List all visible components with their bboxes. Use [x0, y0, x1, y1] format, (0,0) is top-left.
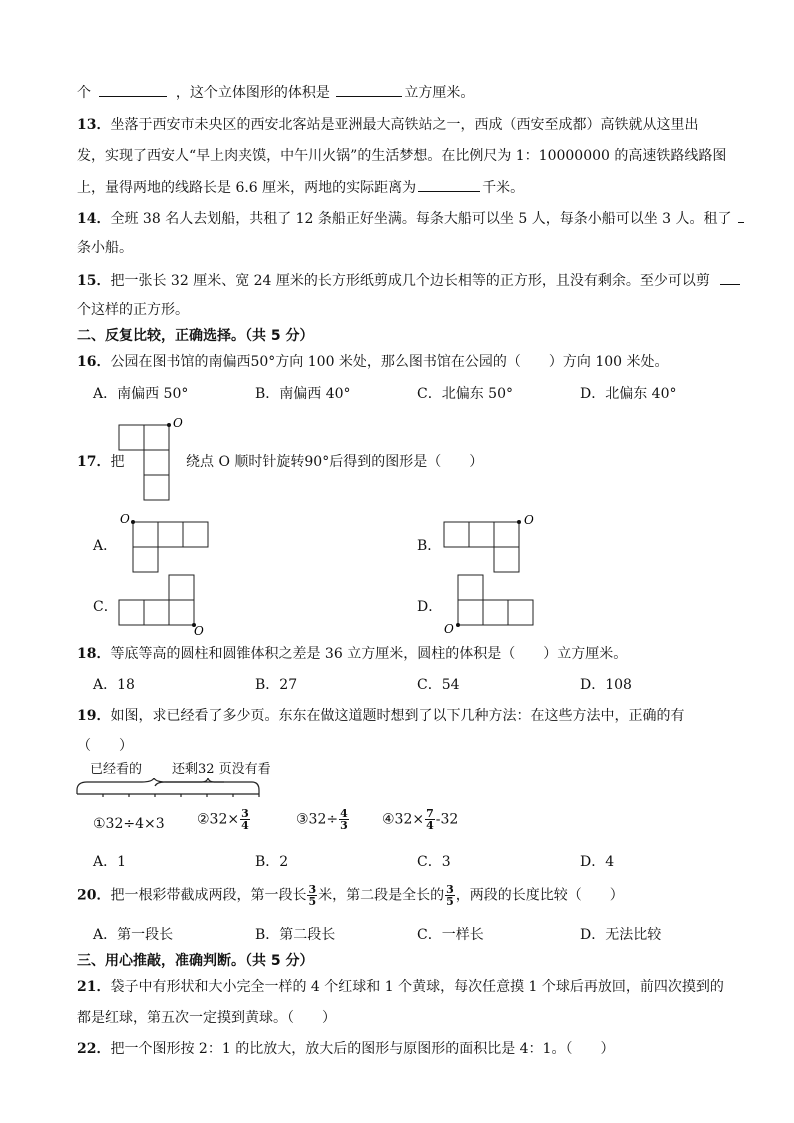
- svg-text:O: O: [444, 622, 454, 636]
- q14-line1: 14．全班 38 名人去划船，共租了 12 条船正好坐满。每条大船可以坐 5 人，每条小船可以坐 3 人。租了: [77, 208, 744, 228]
- answer-blank[interactable]: [336, 82, 402, 97]
- q19-method-3[interactable]: ③32÷ $\frac{4}{3}$: [296, 807, 348, 832]
- q17-stem-post: 绕点 O 顺时针旋转90°后得到的图形是（ ）: [186, 454, 484, 470]
- q20-stem: 20．把一根彩带截成两段，第一段长 $\frac{3}{5}$ 米，第二段是全长的 $\frac{3}{5}$ ，两段的长度比较（ ）: [77, 883, 624, 908]
- q19-label-left: 还剩32 页没有看: [172, 762, 271, 777]
- q17-option-d[interactable]: D．: [417, 599, 443, 615]
- section-heading: 三、用心推敲，准确判断。（共 5 分）: [77, 953, 314, 969]
- q19-stem: 19．如图，求已经看了多少页。东东在做这道题时想到了以下几种方法：在这些方法中，正确的有: [77, 708, 685, 724]
- q18-option-b[interactable]: B．27: [255, 677, 298, 693]
- answer-blank[interactable]: [418, 177, 480, 192]
- answer-blank[interactable]: [720, 270, 740, 285]
- svg-text:O: O: [194, 624, 204, 638]
- q18-option-c[interactable]: C．54: [417, 677, 460, 693]
- q19-option-b[interactable]: B．2: [255, 854, 289, 870]
- q19-segment-diagram: [74, 778, 266, 802]
- q19-method-1[interactable]: ①32÷4×3: [93, 816, 165, 832]
- q16-option-a[interactable]: A．南偏西 50°: [93, 386, 189, 402]
- q20-option-a[interactable]: A．第一段长: [93, 927, 174, 943]
- section-heading: 二、反复比较，正确选择。（共 5 分）: [77, 328, 314, 344]
- q19-method-4[interactable]: ④32× $\frac{7}{4}$ -32: [382, 807, 459, 832]
- q16-option-d[interactable]: D．北偏东 40°: [580, 386, 677, 402]
- q19-option-d[interactable]: D．4: [580, 854, 615, 870]
- q13-line1: 13．坐落于西安市未央区的西安北客站是亚洲最大高铁站之一，西成（西安至成都）高铁就从这里出: [77, 117, 699, 133]
- q21-line1: 21．袋子中有形状和大小完全一样的 4 个红球和 1 个黄球，每次任意摸 1 个球后再放回，前四次摸到的: [77, 979, 724, 995]
- q18-option-a[interactable]: A．18: [93, 677, 135, 693]
- q19-paren: （ ）: [77, 738, 133, 754]
- q17-option-c[interactable]: C．: [93, 599, 118, 615]
- q17-option-b-figure[interactable]: [440, 512, 540, 576]
- svg-text:O: O: [524, 513, 534, 527]
- q20-option-b[interactable]: B．第二段长: [255, 927, 336, 943]
- q20-option-c[interactable]: C．一样长: [417, 927, 484, 943]
- q16-option-c[interactable]: C．北偏东 50°: [417, 386, 513, 402]
- q17-option-a[interactable]: A．: [93, 538, 118, 554]
- q19-option-c[interactable]: C．3: [417, 854, 451, 870]
- q16-option-b[interactable]: B．南偏西 40°: [255, 386, 351, 402]
- q17-option-b[interactable]: B．: [417, 538, 442, 554]
- q19-option-a[interactable]: A．1: [93, 854, 127, 870]
- q14-line2: 条小船。: [77, 240, 133, 256]
- answer-blank[interactable]: [738, 208, 744, 223]
- q21-line2: 都是红球，第五次一定摸到黄球。（ ）: [77, 1010, 336, 1026]
- q17-option-c-figure[interactable]: [117, 572, 217, 638]
- q18-option-d[interactable]: D．108: [580, 677, 632, 693]
- svg-text:O: O: [120, 512, 130, 526]
- q19-method-2[interactable]: ②32× $\frac{3}{4}$: [197, 807, 249, 832]
- svg-text:O: O: [173, 416, 183, 430]
- answer-blank[interactable]: [99, 82, 167, 97]
- q13-line2: 发，实现了西安人“早上肉夹馍，中午川火锅”的生活梦想。在比例尺为 1：10000000 的高速铁路线路图: [77, 148, 727, 164]
- q12-tail: 个 ，这个立体图形的体积是 立方厘米。: [77, 82, 474, 102]
- q15-line2: 个这样的正方形。: [77, 302, 189, 318]
- q17-stem-pre: 17．把: [77, 454, 125, 470]
- q13-line3: 上，量得两地的线路长是 6.6 厘米，两地的实际距离为 千米。: [77, 177, 524, 197]
- q19-label-read: 已经看的: [90, 762, 143, 777]
- q17-original-figure: [115, 416, 195, 504]
- q15-line1: 15．把一张长 32 厘米、宽 24 厘米的长方形纸剪成几个边长相等的正方形，且没有剩余。至少可以剪: [77, 270, 740, 290]
- q22-stem: 22．把一个图形按 2：1 的比放大，放大后的图形与原图形的面积比是 4：1。（ ）: [77, 1041, 615, 1057]
- q18-stem: 18．等底等高的圆柱和圆锥体积之差是 36 立方厘米，圆柱的体积是（ ）立方厘米。: [77, 646, 628, 662]
- q17-option-d-figure[interactable]: [444, 572, 544, 638]
- q20-option-d[interactable]: D．无法比较: [580, 927, 662, 943]
- q16-stem: 16．公园在图书馆的南偏西50°方向 100 米处，那么图书馆在公园的（ ）方向 100 米处。: [77, 354, 669, 370]
- q17-option-a-figure[interactable]: [117, 512, 217, 576]
